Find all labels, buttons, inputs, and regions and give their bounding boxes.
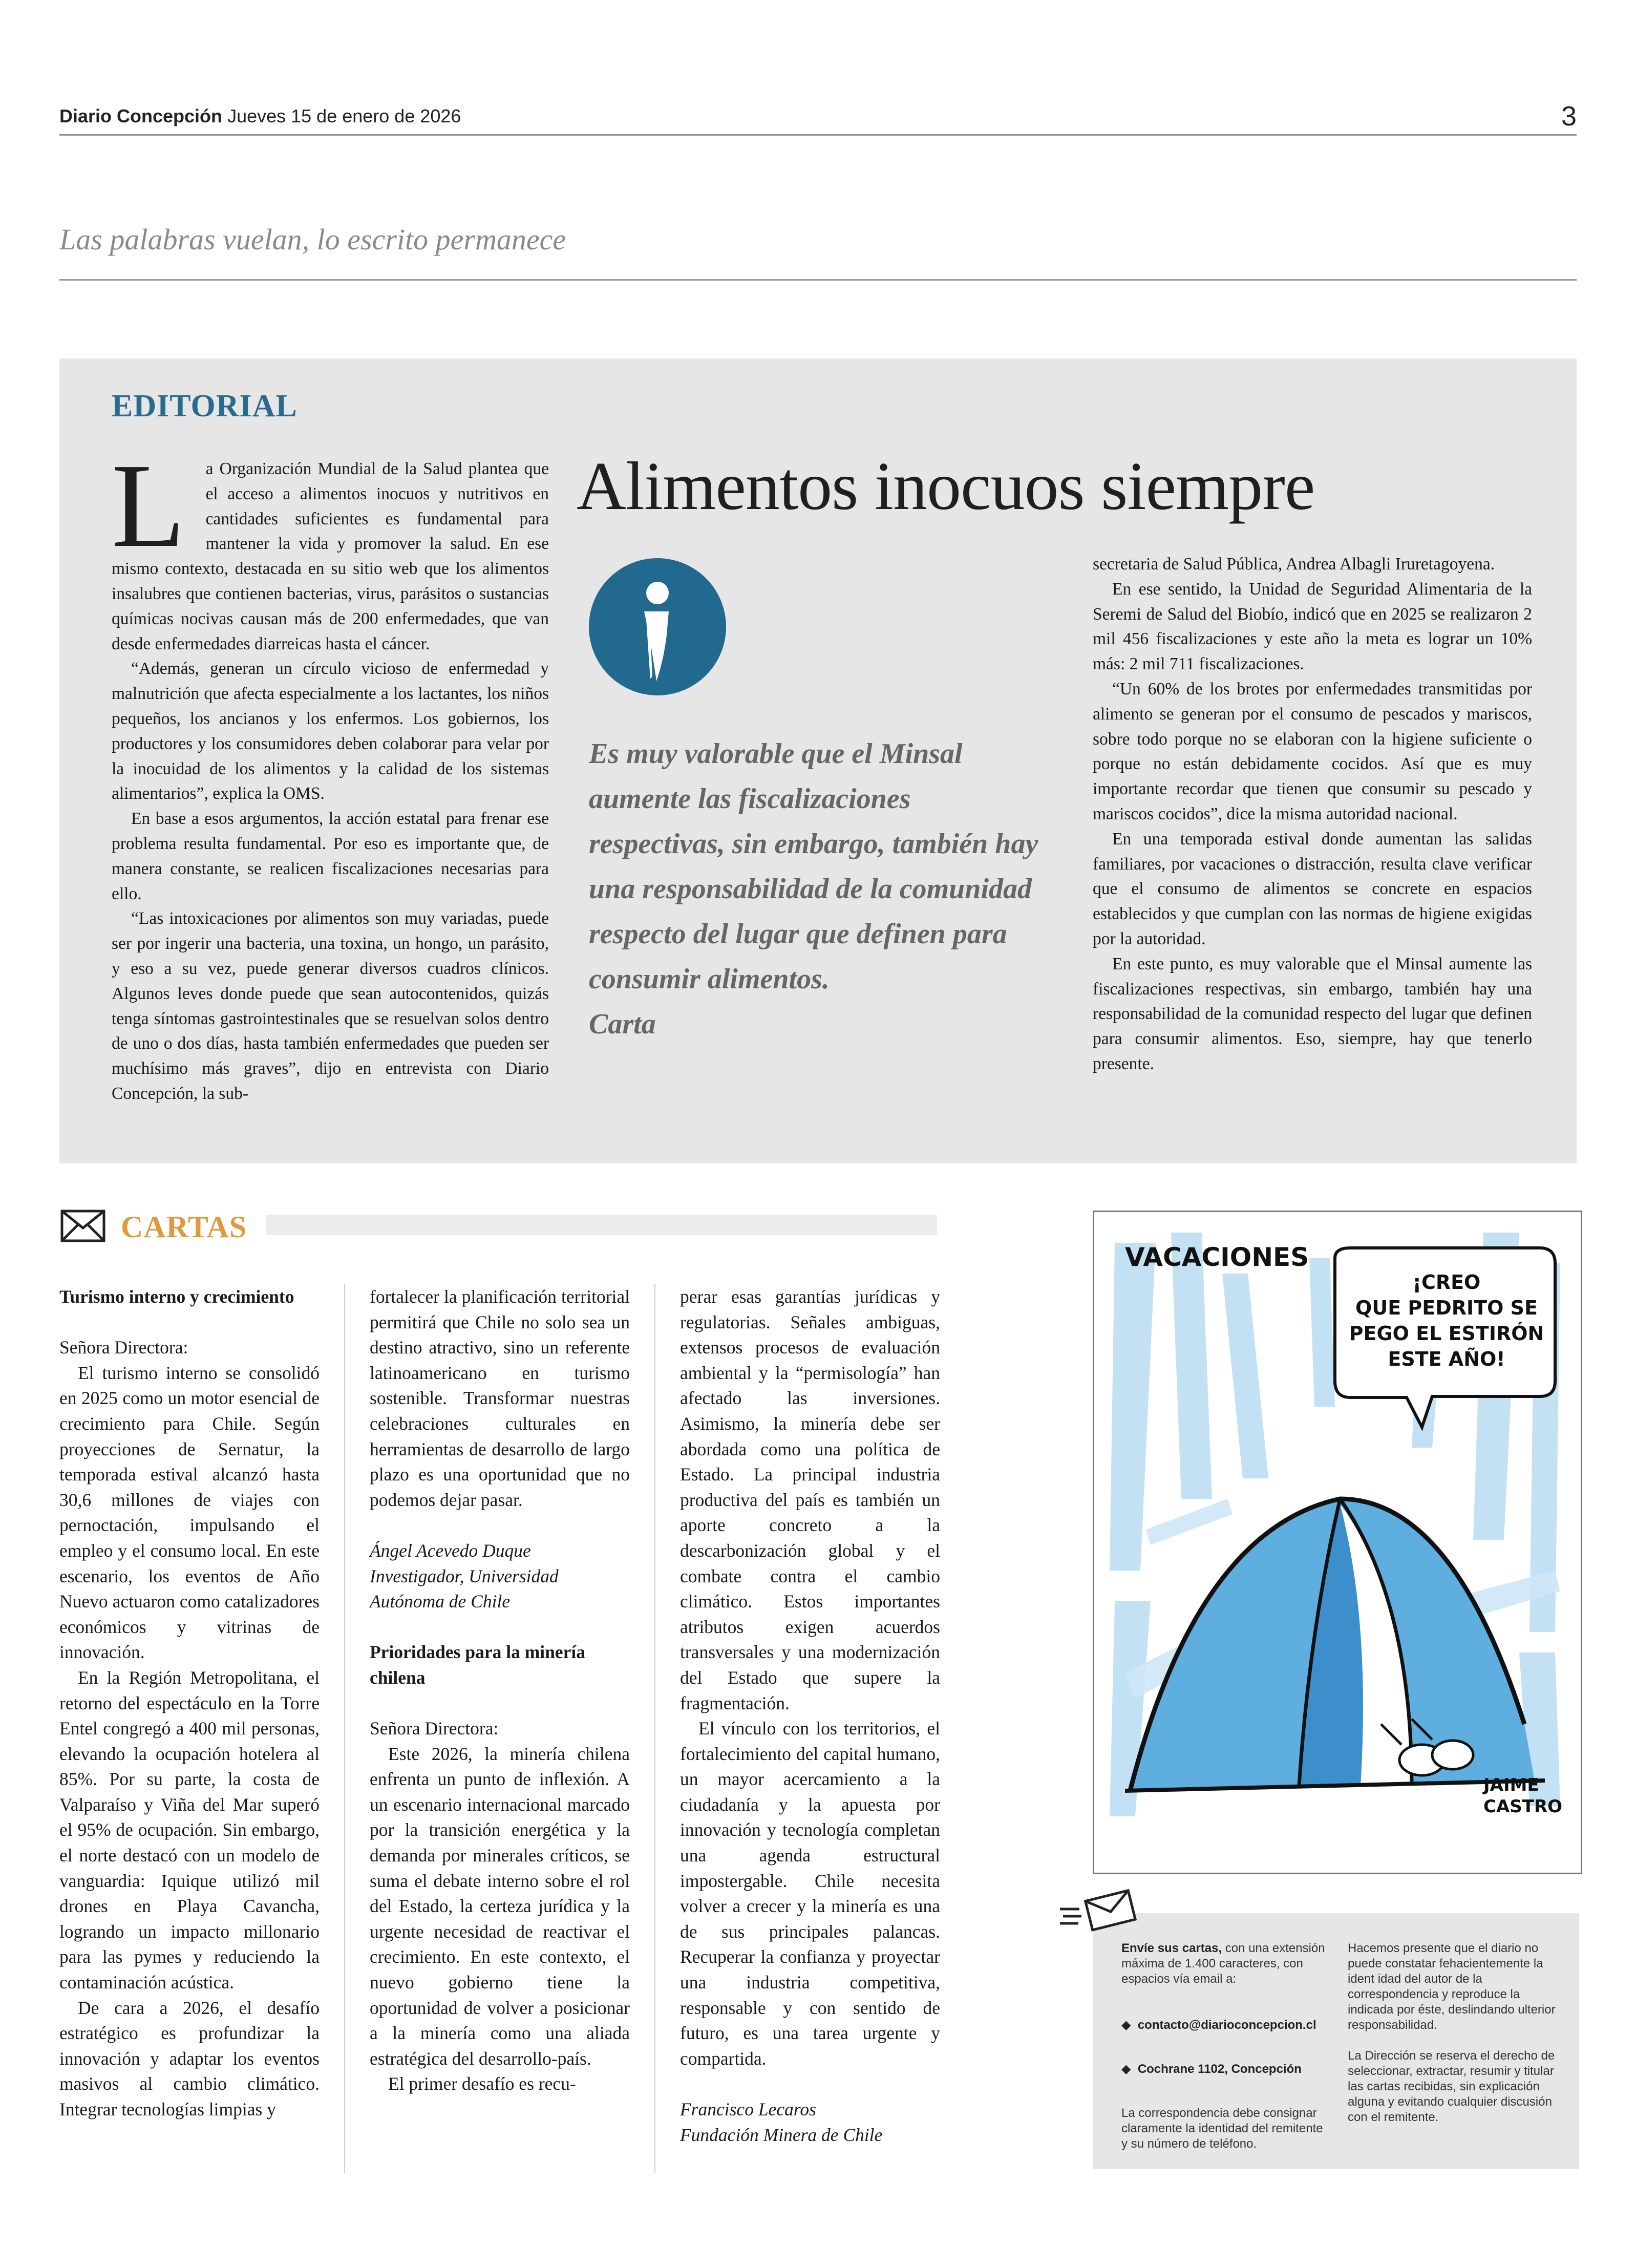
speech-line: ¡CREO <box>1412 1271 1481 1294</box>
column-divider <box>654 1284 655 2173</box>
letter-paragraph: De cara a 2026, el desafío estratégico es profundizar la innovación y adaptar los eventos masivos al cambio climático. Integrar tecnologías limpias y <box>59 1997 320 2119</box>
letter-paragraph: En la Región Metropolitana, el retorno del espectáculo en la Torre Entel congregó a 400 mil personas, elevando la ocupación hotelera al 85%. Por su parte, la costa de Valparaíso y Viña del Mar superó el 95% de ocupación. Sin embargo, el norte destacó con un modelo de vanguardia: Iquique utilizó mil drones en Playa Cavancha, logrando un impacto millonario para las pymes y reduciendo la contaminación acústica. <box>59 1667 320 1993</box>
contact-note: Hacemos presente que el diario no puede constatar fehacientemente la ident idad del autor de la correspondencia y reproduce la indicada por éste, deslindando ulterior responsabilidad. <box>1348 1941 1556 2032</box>
editorial-column-1 <box>112 439 549 1107</box>
issue-date: Jueves 15 de enero de 2026 <box>227 105 461 126</box>
editorial-title: Alimentos inocuos siempre <box>577 448 1315 524</box>
section-slogan: Las palabras vuelan, lo escrito permanece <box>59 223 566 256</box>
cartoon-caption: VACACIONES <box>1125 1242 1309 1272</box>
tent-drawing <box>1125 1499 1545 1791</box>
contact-note: La Dirección se reserva el derecho de seleccionar, extractar, resumir y titular las cartas recibidas, sin explicación alguna y evitando cualquier discusión con el remitente. <box>1348 2049 1555 2124</box>
editorial-paragraph: “Las intoxicaciones por alimentos son muy variadas, puede ser por ingerir una bacteria, una toxina, un hongo, un parásito, y eso a su vez, puede generar diversos cuadros clínicos. Algunos leves donde puede que sean autocontenidos, quizás tenga síntomas gastrointestinales que se resuelvan solos dentro de uno o dos días, hasta también enfermedades que pueden ser muchísimo más graves”, dijo en entrevista con Diario Concepción, la sub- <box>112 909 549 1103</box>
contact-email[interactable]: ◆ contacto@diarioconcepcion.cl <box>1121 2018 1316 2032</box>
pull-quote-tag: Carta <box>589 1008 656 1040</box>
cartoonist-signature: JAIME <box>1483 1775 1539 1795</box>
editorial-paragraph: En ese sentido, la Unidad de Seguridad Alimentaria de la Seremi de Salud del Biobío, indicó que en 2025 se realizaron 2 mil 456 fiscalizaciones y este año la meta es lograr un 10% más: 2 mil 711 fiscalizaciones. <box>1093 579 1532 674</box>
editorial-paragraph: “Además, generan un círculo vicioso de enfermedad y malnutrición que afecta especialmente a los lactantes, los niños pequeños, los ancianos y los enfermos. Los gobiernos, los productores y los consumidores deben colaborar para velar por la inocuidad de los alimentos y la calidad de los sistemas alimentarios”, explica la OMS. <box>112 659 549 803</box>
letter-salutation: Señora Directora: <box>59 1337 188 1358</box>
column-divider <box>344 1284 345 2173</box>
letter-paragraph: El vínculo con los territorios, el fortalecimiento del capital humano, un mayor acercamiento a la ciudadanía y la apuesta por innovación y tecnología completan una agenda estructural impostergable. Chile necesita volver a crecer y la minería es una de sus principales palancas. Recuperar la confianza y proyectar una industria competitiva, responsable y con sentido de futuro, es una tarea urgente y compartida. <box>680 1718 940 2069</box>
letters-column-3 <box>680 1284 940 2148</box>
editorial-label: EDITORIAL <box>112 389 298 423</box>
letters-column-2 <box>370 1284 630 2097</box>
letter-signature-name: Ángel Acevedo Duque <box>370 1540 531 1561</box>
info-icon <box>589 558 726 695</box>
letter-title: Turismo interno y crecimiento <box>59 1286 294 1307</box>
editorial-paragraph: L a Organización Mundial de la Salud plantea que el acceso a alimentos inocuos y nutritivos en cantidades suficientes es fundamental para mantener la vida y promover la salud. En ese mismo contexto, destacada en su sitio web que los alimentos insalubres que contienen bacterias, virus, parásitos o sustancias químicas nocivas causan más de 200 enfermedades, que van desde enfermedades diarreicas hasta el cáncer. <box>112 439 549 653</box>
header-rule <box>59 134 1577 136</box>
letter-signature-role: Investigador, Universidad Autónoma de Chile <box>370 1565 559 1612</box>
cartas-label: CARTAS <box>121 1210 247 1244</box>
drop-cap: L <box>112 439 185 572</box>
speech-line: PEGO EL ESTIRÓN <box>1349 1322 1544 1345</box>
editorial-paragraph: En este punto, es muy valorable que el Minsal aumente las fiscalizaciones respectivas, sin embargo, también hay una responsabilidad de la comunidad respecto del lugar que definen para consumir alimentos. Eso, siempre, hay que tenerlo presente. <box>1093 954 1532 1073</box>
editorial-paragraph: “Un 60% de los brotes por enfermedades transmitidas por alimento se generan por el consumo de pescados y mariscos, sobre todo porque no se elaboran con la higiene suficiente o porque no están debidamente cocidos. Así que es muy importante recordar que tienen que consumir su pescado y mariscos cocidos”, dice la misma autoridad nacional. <box>1093 679 1532 823</box>
paper-name: Diario Concepción <box>59 105 223 126</box>
letters-column-1 <box>59 1284 320 2123</box>
editorial-paragraph: En base a esos argumentos, la acción estatal para frenar ese problema resulta fundamental. Por eso es importante que, de manera constante, se realicen fiscalizaciones necesarias para ello. <box>112 809 549 903</box>
speech-line: QUE PEDRITO SE <box>1355 1297 1538 1319</box>
contact-address: ◆ Cochrane 1102, Concepción <box>1121 2062 1302 2076</box>
letter-salutation: Señora Directora: <box>370 1718 499 1739</box>
letter-signature-name: Francisco Lecaros <box>680 2099 816 2119</box>
cartoon-illustration <box>1093 1211 1582 1874</box>
editorial-paragraph: secretaria de Salud Pública, Andrea Albagli Iruretagoyena. <box>1093 555 1495 574</box>
editorial-column-3 <box>1093 552 1532 1077</box>
letter-paragraph: El turismo interno se consolidó en 2025 como un motor esencial de crecimiento para Chile. Según proyecciones de Sernatur, la temporada estival alcanzó hasta 30,6 millones de viajes con pernoctación, impulsando el empleo y el consumo local. En este escenario, los eventos de Año Nuevo actuaron como catalizadores económicos y vitrinas de innovación. <box>59 1362 320 1663</box>
slogan-rule <box>59 279 1577 281</box>
page-header <box>59 105 461 127</box>
contact-note: La correspondencia debe consignar claramente la identidad del remitente y su número de teléfono. <box>1121 2106 1323 2151</box>
letter-paragraph: El primer desafío es recu- <box>388 2073 576 2094</box>
letter-signature-role: Fundación Minera de Chile <box>680 2124 883 2145</box>
contact-instructions: Envíe sus cartas, con una extensión máxima de 1.400 caracteres, con espacios vía email a: ◆ contacto@diarioconcepcion.cl ◆ Cochrane 1102, Concepción La correspondencia debe consignar claramente la identidad del remitente y su número de teléfono. <box>1121 1941 1331 2152</box>
letter-title: Prioridades para la minería chilena <box>370 1642 586 1688</box>
editorial-pull-quote: Es muy valorable que el Minsal aumente las fiscalizaciones respectivas, sin embargo, también hay una responsabilidad de la comunidad respecto del lugar que definen para consumir alimentos. Carta <box>589 738 1038 1040</box>
page-number: 3 <box>1561 101 1577 132</box>
letter-paragraph: Este 2026, la minería chilena enfrenta un punto de inflexión. A un escenario internacional marcado por la transición energética y la demanda por minerales críticos, se suma el debate interno sobre el rol del Estado, la certeza jurídica y la urgente necesidad de reactivar el crecimiento. En este contexto, el nuevo gobierno tiene la oportunidad de volver a posicionar a la minería como una aliada estratégica del desarrollo-país. <box>370 1743 630 2069</box>
contact-disclaimer <box>1348 1941 1563 2125</box>
letter-paragraph: fortalecer la planificación territorial permitirá que Chile no solo sea un destino atractivo, sino un referente latinoamericano en turismo sostenible. Transformar nuestras celebraciones culturales en herramientas de desarrollo de largo plazo es una oportunidad que no podemos dejar pasar. <box>370 1286 630 1510</box>
envelope-fly-icon <box>1058 1889 1140 1935</box>
cartoonist-signature: CASTRO <box>1483 1796 1563 1817</box>
letter-paragraph: perar esas garantías jurídicas y regulatorias. Señales ambiguas, extensos procesos de evaluación ambiental y la “permisología” han afectado las inversiones. Asimismo, la minería debe ser abordada como una política de Estado. La principal industria productiva del país es también un aporte concreto a la descarbonización global y el combate contra el cambio climático. Estos importantes atributos exigen acuerdos transversales y una modernización del Estado que supere la fragmentación. <box>680 1286 940 1713</box>
speech-line: ESTE AÑO! <box>1388 1348 1505 1370</box>
editorial-paragraph: En una temporada estival donde aumentan las salidas familiares, por vacaciones o distracción, resulta clave verificar que el consumo de alimentos se concrete en espacios establecidos y que cumplan con las normas de higiene exigidas por la autoridad. <box>1093 829 1532 948</box>
envelope-icon <box>60 1210 105 1242</box>
cartas-header-bar <box>266 1215 937 1235</box>
